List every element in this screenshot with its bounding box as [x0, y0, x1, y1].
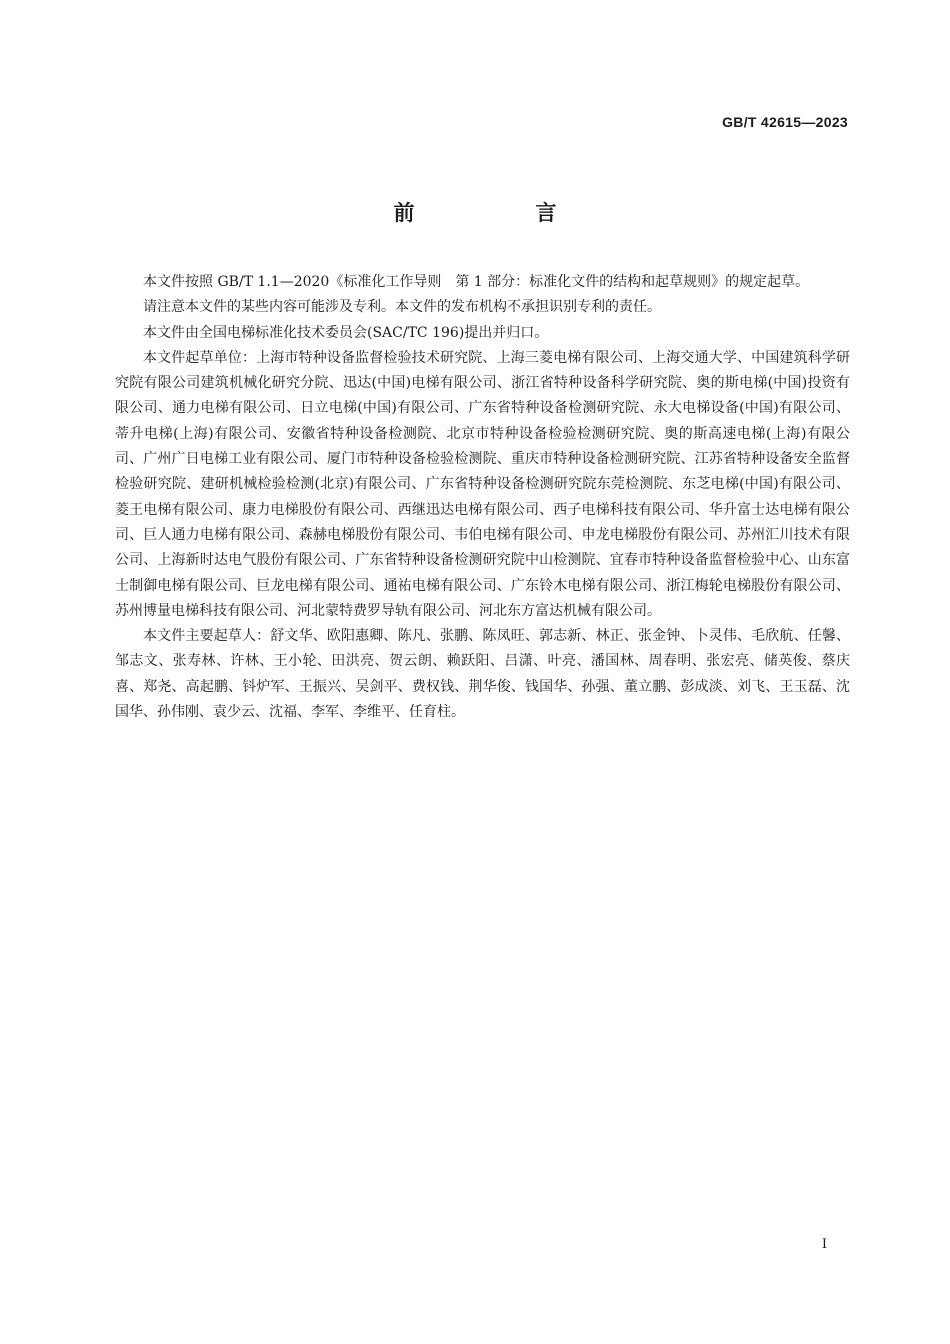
paragraph-drafters: 本文件主要起草人：舒文华、欧阳惠卿、陈凡、张鹏、陈凤旺、郭志新、林正、张金钟、卜灵伟、毛欣航、任馨、邹志文、张寿林、许林、王小轮、田洪亮、贺云朗、赖跃阳、吕潇、叶亮、潘国林、周春明、张宏亮、储英俊、蔡庆喜、郑尧、高起鹏、钭炉军、王振兴、吴剑平、费权钱、荆华俊、钱国华、孙强、董立鹏、彭成淡、刘飞、王玉磊、沈国华、孙伟刚、袁少云、沈福、李军、李维平、任育柱。	[115, 628, 850, 721]
document-body	[115, 270, 850, 725]
page-title: 前 言	[393, 201, 607, 225]
paragraph-patent-notice: 请注意本文件的某些内容可能涉及专利。本文件的发布机构不承担识别专利的责任。	[143, 299, 661, 316]
paragraph-proposer: 本文件由全国电梯标准化技术委员会(SAC/TC 196)提出并归口。	[143, 324, 549, 341]
paragraph-drafting-rules: 本文件按照 GB/T 1.1—2020《标准化工作导则 第 1 部分：标准化文件的结构和起草规则》的规定起草。	[143, 274, 810, 290]
standard-number: GB/T 42615—2023	[722, 114, 848, 130]
paragraph-drafting-units: 本文件起草单位：上海市特种设备监督检验技术研究院、上海三菱电梯有限公司、上海交通大学、中国建筑科学研究院有限公司建筑机械化研究分院、迅达(中国)电梯有限公司、浙江省特种设备科学研究院、奥的斯电梯(中国)投资有限公司、通力电梯有限公司、日立电梯(中国)有限公司、广东省特种设备检测研究院、永大电梯设备(中国)有限公司、蒂升电梯(上海)有限公司、安徽省特种设备检测院、北京市特种设备检验检测研究院、奥的斯高速电梯(上海)有限公司、广州广日电梯工业有限公司、厦门市特种设备检验检测院、重庆市特种设备检测研究院、江苏省特种设备安全监督检验研究院、建研机械检验检测(北京)有限公司、广东省特种设备检测研究院东莞检测院、东芝电梯(中国)有限公司、菱王电梯有限公司、康力电梯股份有限公司、西继迅达电梯有限公司、西子电梯科技有限公司、华升富士达电梯有限公司、巨人通力电梯有限公司、森赫电梯股份有限公司、韦伯电梯有限公司、申龙电梯股份有限公司、苏州汇川技术有限公司、上海新时达电气股份有限公司、广东省特种设备检测研究院中山检测院、宜春市特种设备监督检验中心、山东富士制御电梯有限公司、巨龙电梯有限公司、通祐电梯有限公司、广东铃木电梯有限公司、浙江梅轮电梯股份有限公司、苏州博量电梯科技有限公司、河北蒙特费罗导轨有限公司、河北东方富达机械有限公司。	[115, 349, 850, 619]
page-number: I	[821, 1237, 827, 1252]
